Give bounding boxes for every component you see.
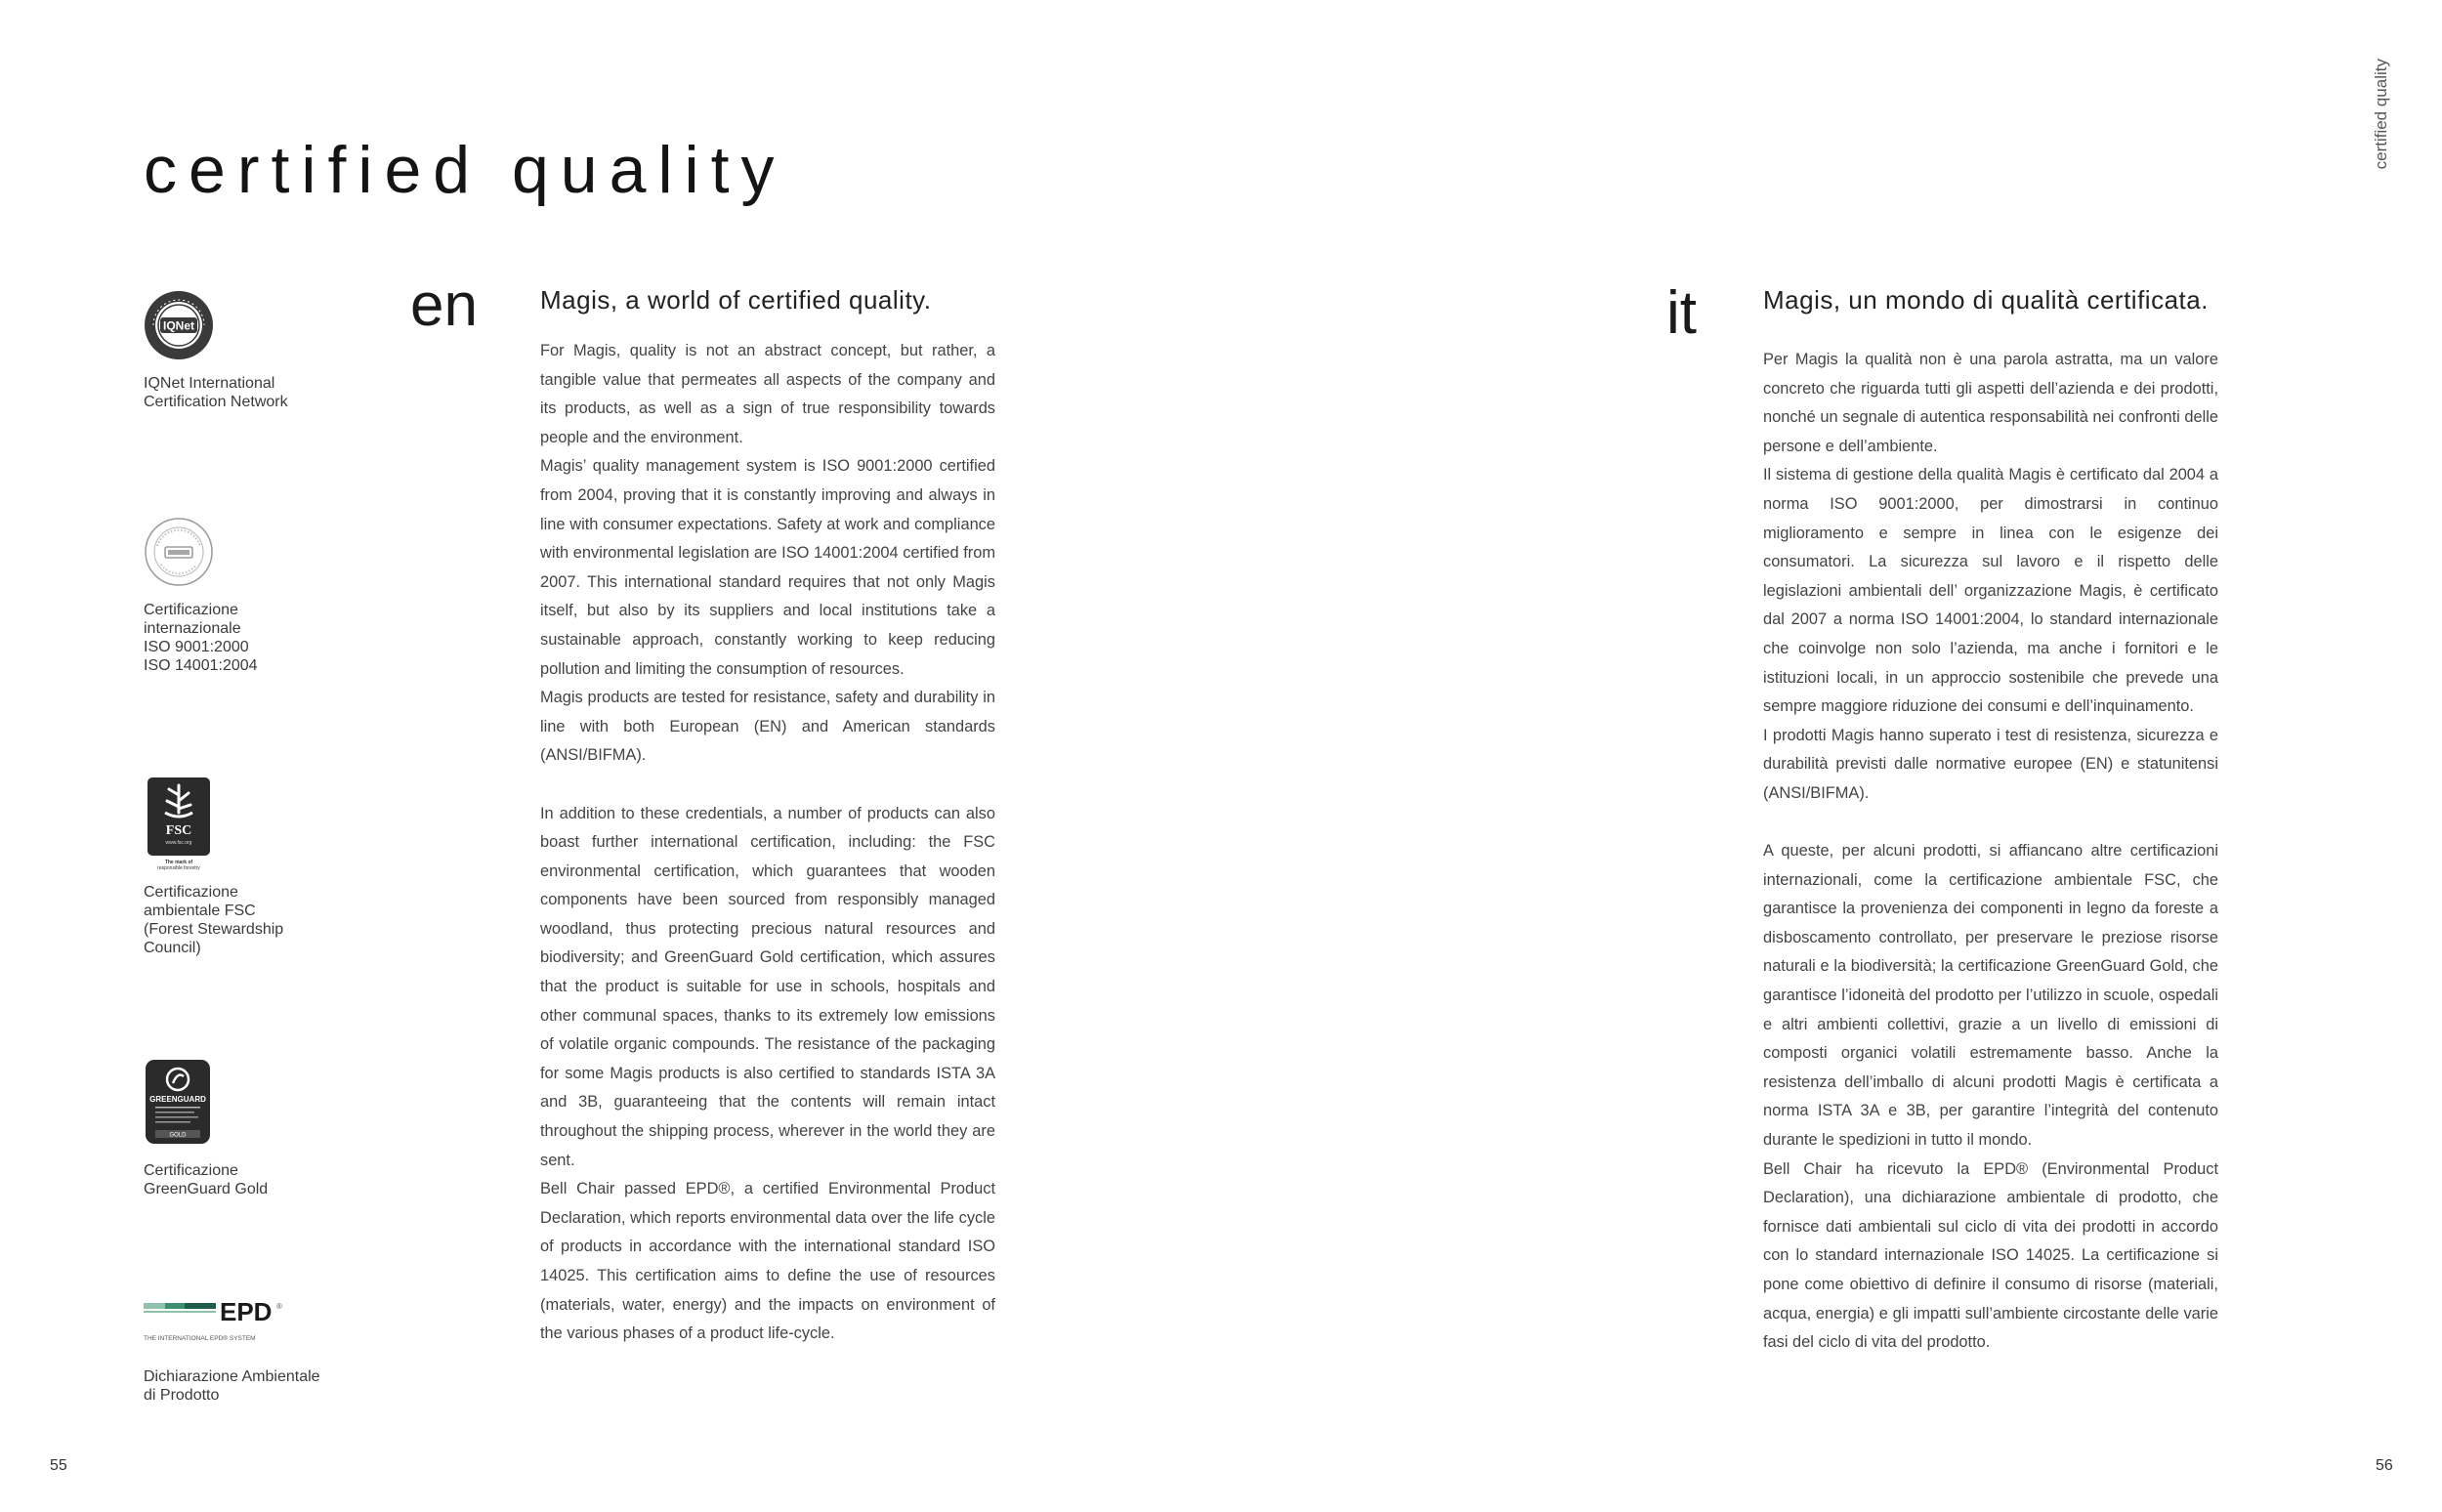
language-code-en: en [410, 272, 478, 339]
paragraph: Il sistema di gestione della qualità Magis è certificato dal 2004 a norma ISO 9001:2000, per dimostrarsi in continuo miglioramento e sempre in linea con le esigenze dei consumatori. La sicurezza sul lavoro e il rispetto delle legislazioni ambientali dell’ organizzazione Magis, è certificato dal 2007 a norma ISO 14001:2004, lo standard internazionale che coinvolge non solo l’azienda, ma anche i fornitori e le istituzioni locali, in un approccio sostenibile che prevede una sempre maggiore riduzione dei consumi e dell’inquinamento. [1763, 466, 2218, 716]
svg-text:www.fsc.org: www.fsc.org [165, 840, 192, 846]
svg-text:THE INTERNATIONAL EPD® SYSTEM: THE INTERNATIONAL EPD® SYSTEM [144, 1335, 256, 1342]
running-head: certified quality [2372, 59, 2390, 170]
paragraph: Bell Chair ha ricevuto la EPD® (Environmental Product Declaration), una dichiarazione ambientale di prodotto, che fornisce dati ambientali sul ciclo di vita dei prodotti in accordo con lo standard internazionale ISO 14025. La certificazione si pone come obiettivo di definire il consumo di risorse (materiali, acqua, energia) e gli impatti sull’ambiente circostante delle varie fasi del ciclo di vita del prodotto. [1763, 1159, 2218, 1352]
page-number-right: 56 [2376, 1457, 2393, 1474]
svg-text:The mark of: The mark of [164, 860, 193, 865]
paragraph: Bell Chair passed EPD®, a certified Environmental Product Declaration, which reports environmental data over the life cycle of products in accordance with the international standard ISO 14025. This certification aims to define the use of resources (materials, water, energy) and the impacts on environment of the various phases of a product life-cycle. [540, 1180, 995, 1343]
section-heading-en: Magis, a world of certified quality. [540, 285, 932, 315]
language-code-it: it [1666, 279, 1697, 347]
cert-caption: Certificazione GreenGuard Gold [144, 1162, 269, 1197]
cert-greenguard [144, 1060, 358, 1198]
fsc-logo-icon [144, 777, 214, 871]
iqnet-logo-icon [144, 290, 214, 360]
cert-iqnet [144, 290, 358, 411]
paragraph: For Magis, quality is not an abstract concept, but rather, a tangible value that permeates all aspects of the company and its products, as well as a sign of true responsibility towards people and the environment. [540, 342, 995, 446]
svg-text:GOLD: GOLD [169, 1132, 187, 1139]
cert-fsc [144, 777, 358, 957]
cert-caption: IQNet International Certification Network [144, 375, 288, 410]
svg-text:®: ® [276, 1302, 282, 1311]
section-heading-it: Magis, un mondo di qualità certificata. [1763, 285, 2209, 315]
paragraph: In addition to these credentials, a number of products can also boast further international certification, including: the FSC environmental certification, which guarantees that wooden components have been sourced from responsibly managed woodland, thus protecting precious natural resources and biodiversity; and GreenGuard Gold certification, which assures that the product is suitable for use in schools, hospitals and other communal spaces, thanks to its extremely low emissions of volatile organic compounds. The resistance of the packaging for some Magis products is also certified to standards ISTA 3A and 3B, guaranteeing that the contents will remain intact throughout the shipping process, wherever in the world they are sent. [540, 804, 995, 1169]
body-text-it [1763, 346, 2218, 1358]
cert-iso [144, 517, 358, 675]
svg-text:FSC: FSC [165, 823, 192, 838]
paragraph: A queste, per alcuni prodotti, si affiancano altre certificazioni internazionali, come la certificazione ambientale FSC, che garantisce la provenienza dei componenti in legno da foreste a disboscamento controllato, per preservare le preziose risorse naturali e la biodiversità; la certificazione GreenGuard Gold, che garantisce l’idoneità del prodotto per l’utilizzo in scuole, ospedali e altri ambienti collettivi, grazie a un livello di emissioni di composti organici volatili estremamente basso. Anche la resistenza dell’imballo di alcuni prodotti Magis è certificata a norma ISTA 3A e 3B, per garantire l’integrità del contenuto durante le spedizioni in tutto il mondo. [1763, 842, 2218, 1150]
paragraph: I prodotti Magis hanno superato i test di resistenza, sicurezza e durabilità previsti dalle normative europee (EN) e statunitensi (ANSI/BIFMA). [1763, 726, 2218, 802]
svg-text:EPD: EPD [220, 1301, 273, 1326]
svg-text:GREENGUARD: GREENGUARD [149, 1095, 206, 1104]
epd-logo-icon [144, 1301, 290, 1344]
paragraph: Magis products are tested for resistance, safety and durability in line with both European (EN) and American standards (ANSI/BIFMA). [540, 689, 995, 765]
page-number-left: 55 [50, 1457, 67, 1474]
cert-epd [144, 1301, 358, 1405]
body-text-en [540, 337, 995, 1349]
paragraph: Per Magis la qualità non è una parola astratta, ma un valore concreto che riguarda tutti gli aspetti dell’azienda e dei prodotti, nonché un segnale di autentica responsabilità nei confronti delle persone e dell’ambiente. [1763, 351, 2218, 455]
cert-caption: Certificazione ambientale FSC (Forest Stewardship Council) [144, 884, 284, 956]
svg-text:IQNet: IQNet [162, 318, 195, 333]
page-title: certified quality [144, 133, 786, 207]
paragraph: Magis’ quality management system is ISO 9001:2000 certified from 2004, proving that it is constantly improving and always in line with consumer expectations. Safety at work and compliance with environmental legislation are ISO 14001:2004 certified from 2007. This international standard requires that not only Magis itself, but also by its suppliers and local institutions take a sustainable approach, constantly working to keep reducing pollution and limiting the consumption of resources. [540, 457, 995, 678]
cert-caption: Certificazione internazionale ISO 9001:2000 ISO 14001:2004 [144, 602, 258, 674]
svg-text:responsible forestry: responsible forestry [157, 865, 200, 871]
greenguard-logo-icon [144, 1060, 214, 1146]
iso-certification-seal-icon [144, 517, 214, 587]
cert-caption: Dichiarazione Ambientale di Prodotto [144, 1368, 320, 1404]
